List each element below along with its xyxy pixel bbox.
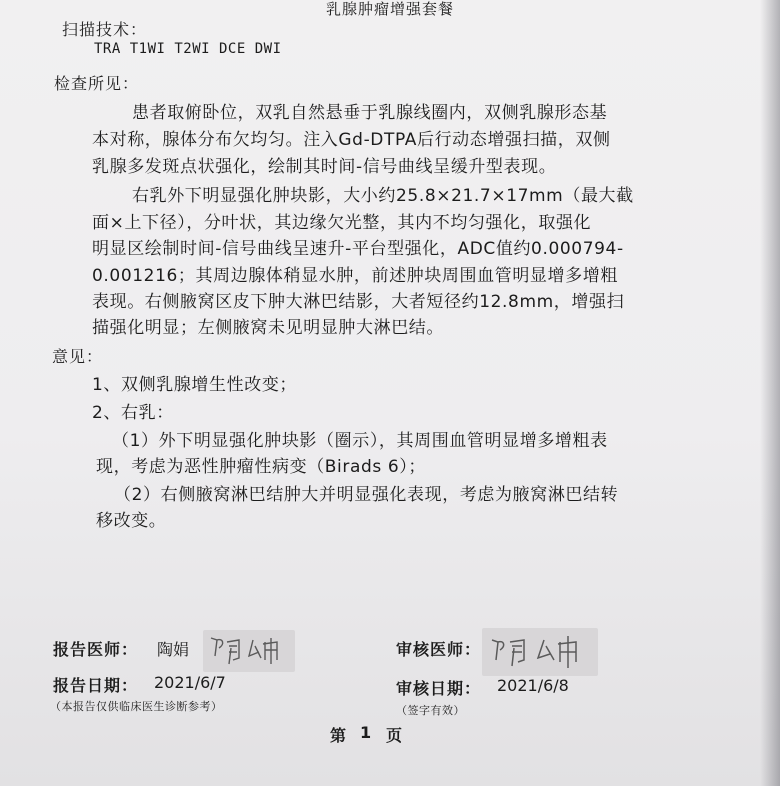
opinion-line: 现，考虑为恶性肿瘤性病变（Birads 6）； — [96, 457, 426, 477]
opinion-line: 1、双侧乳腺增生性改变； — [92, 375, 298, 395]
page-number-prefix: 第 — [330, 726, 347, 745]
findings-line: 明显区绘制时间-信号曲线呈速升-平台型强化，ADC值约0.000794- — [92, 239, 624, 259]
findings-line: 患者取俯卧位，双乳自然悬垂于乳腺线圈内，双侧乳腺形态基 — [132, 103, 608, 123]
disclaimer-note: （本报告仅供临床医生诊断参考） — [50, 700, 223, 713]
opinion-line: （2）右侧腋窝淋巴结肿大并明显强化表现，考虑为腋窝淋巴结转 — [114, 485, 619, 505]
report-doctor-name: 陶娟 — [157, 640, 190, 659]
report-date-label: 报告日期： — [53, 676, 139, 695]
opinion-line: 2、右乳： — [92, 403, 174, 423]
scan-technique-label: 扫描技术： — [62, 20, 148, 39]
page-edge-shadow — [760, 0, 780, 786]
findings-line: 0.001216；其周边腺体稍显水肿，前述肿块周围血管明显增多增粗 — [92, 266, 618, 286]
findings-line: 本对称，腺体分布欠均匀。注入Gd-DTPA后行动态增强扫描，双侧 — [92, 130, 611, 150]
reviewer-label: 审核医师： — [396, 640, 482, 659]
review-date: 2021/6/8 — [497, 676, 569, 695]
handwritten-signature-icon — [482, 628, 598, 676]
signature-valid-note: （签字有效） — [396, 704, 465, 717]
findings-line: 面×上下径），分叶状，其边缘欠光整，其内不均匀强化，取强化 — [92, 213, 592, 233]
page-number: 1 — [360, 723, 372, 742]
findings-label: 检查所见： — [54, 74, 140, 93]
handwritten-signature-icon — [203, 630, 295, 672]
opinion-label: 意见： — [52, 347, 104, 366]
opinion-line: （1）外下明显强化肿块影（圈示），其周围血管明显增多增粗表 — [112, 431, 608, 451]
findings-line: 表现。右侧腋窝区皮下肿大淋巴结影，大者短径约12.8mm，增强扫 — [92, 292, 625, 312]
scan-technique-value: TRA T1WI T2WI DCE DWI — [94, 41, 282, 57]
report-doctor-label: 报告医师： — [53, 640, 139, 659]
report-doctor-signature — [203, 630, 295, 672]
report-title: 乳腺肿瘤增强套餐 — [325, 0, 454, 18]
page-number-suffix: 页 — [386, 726, 403, 745]
findings-line: 描强化明显；左侧腋窝未见明显肿大淋巴结。 — [92, 318, 444, 338]
findings-line: 右乳外下明显强化肿块影，大小约25.8×21.7×17mm（最大截 — [132, 186, 634, 206]
review-date-label: 审核日期： — [396, 679, 482, 698]
report-date: 2021/6/7 — [154, 673, 226, 692]
opinion-line: 移改变。 — [96, 511, 167, 531]
findings-line: 乳腺多发斑点状强化，绘制其时间-信号曲线呈缓升型表现。 — [92, 157, 557, 177]
reviewer-signature — [482, 628, 598, 676]
